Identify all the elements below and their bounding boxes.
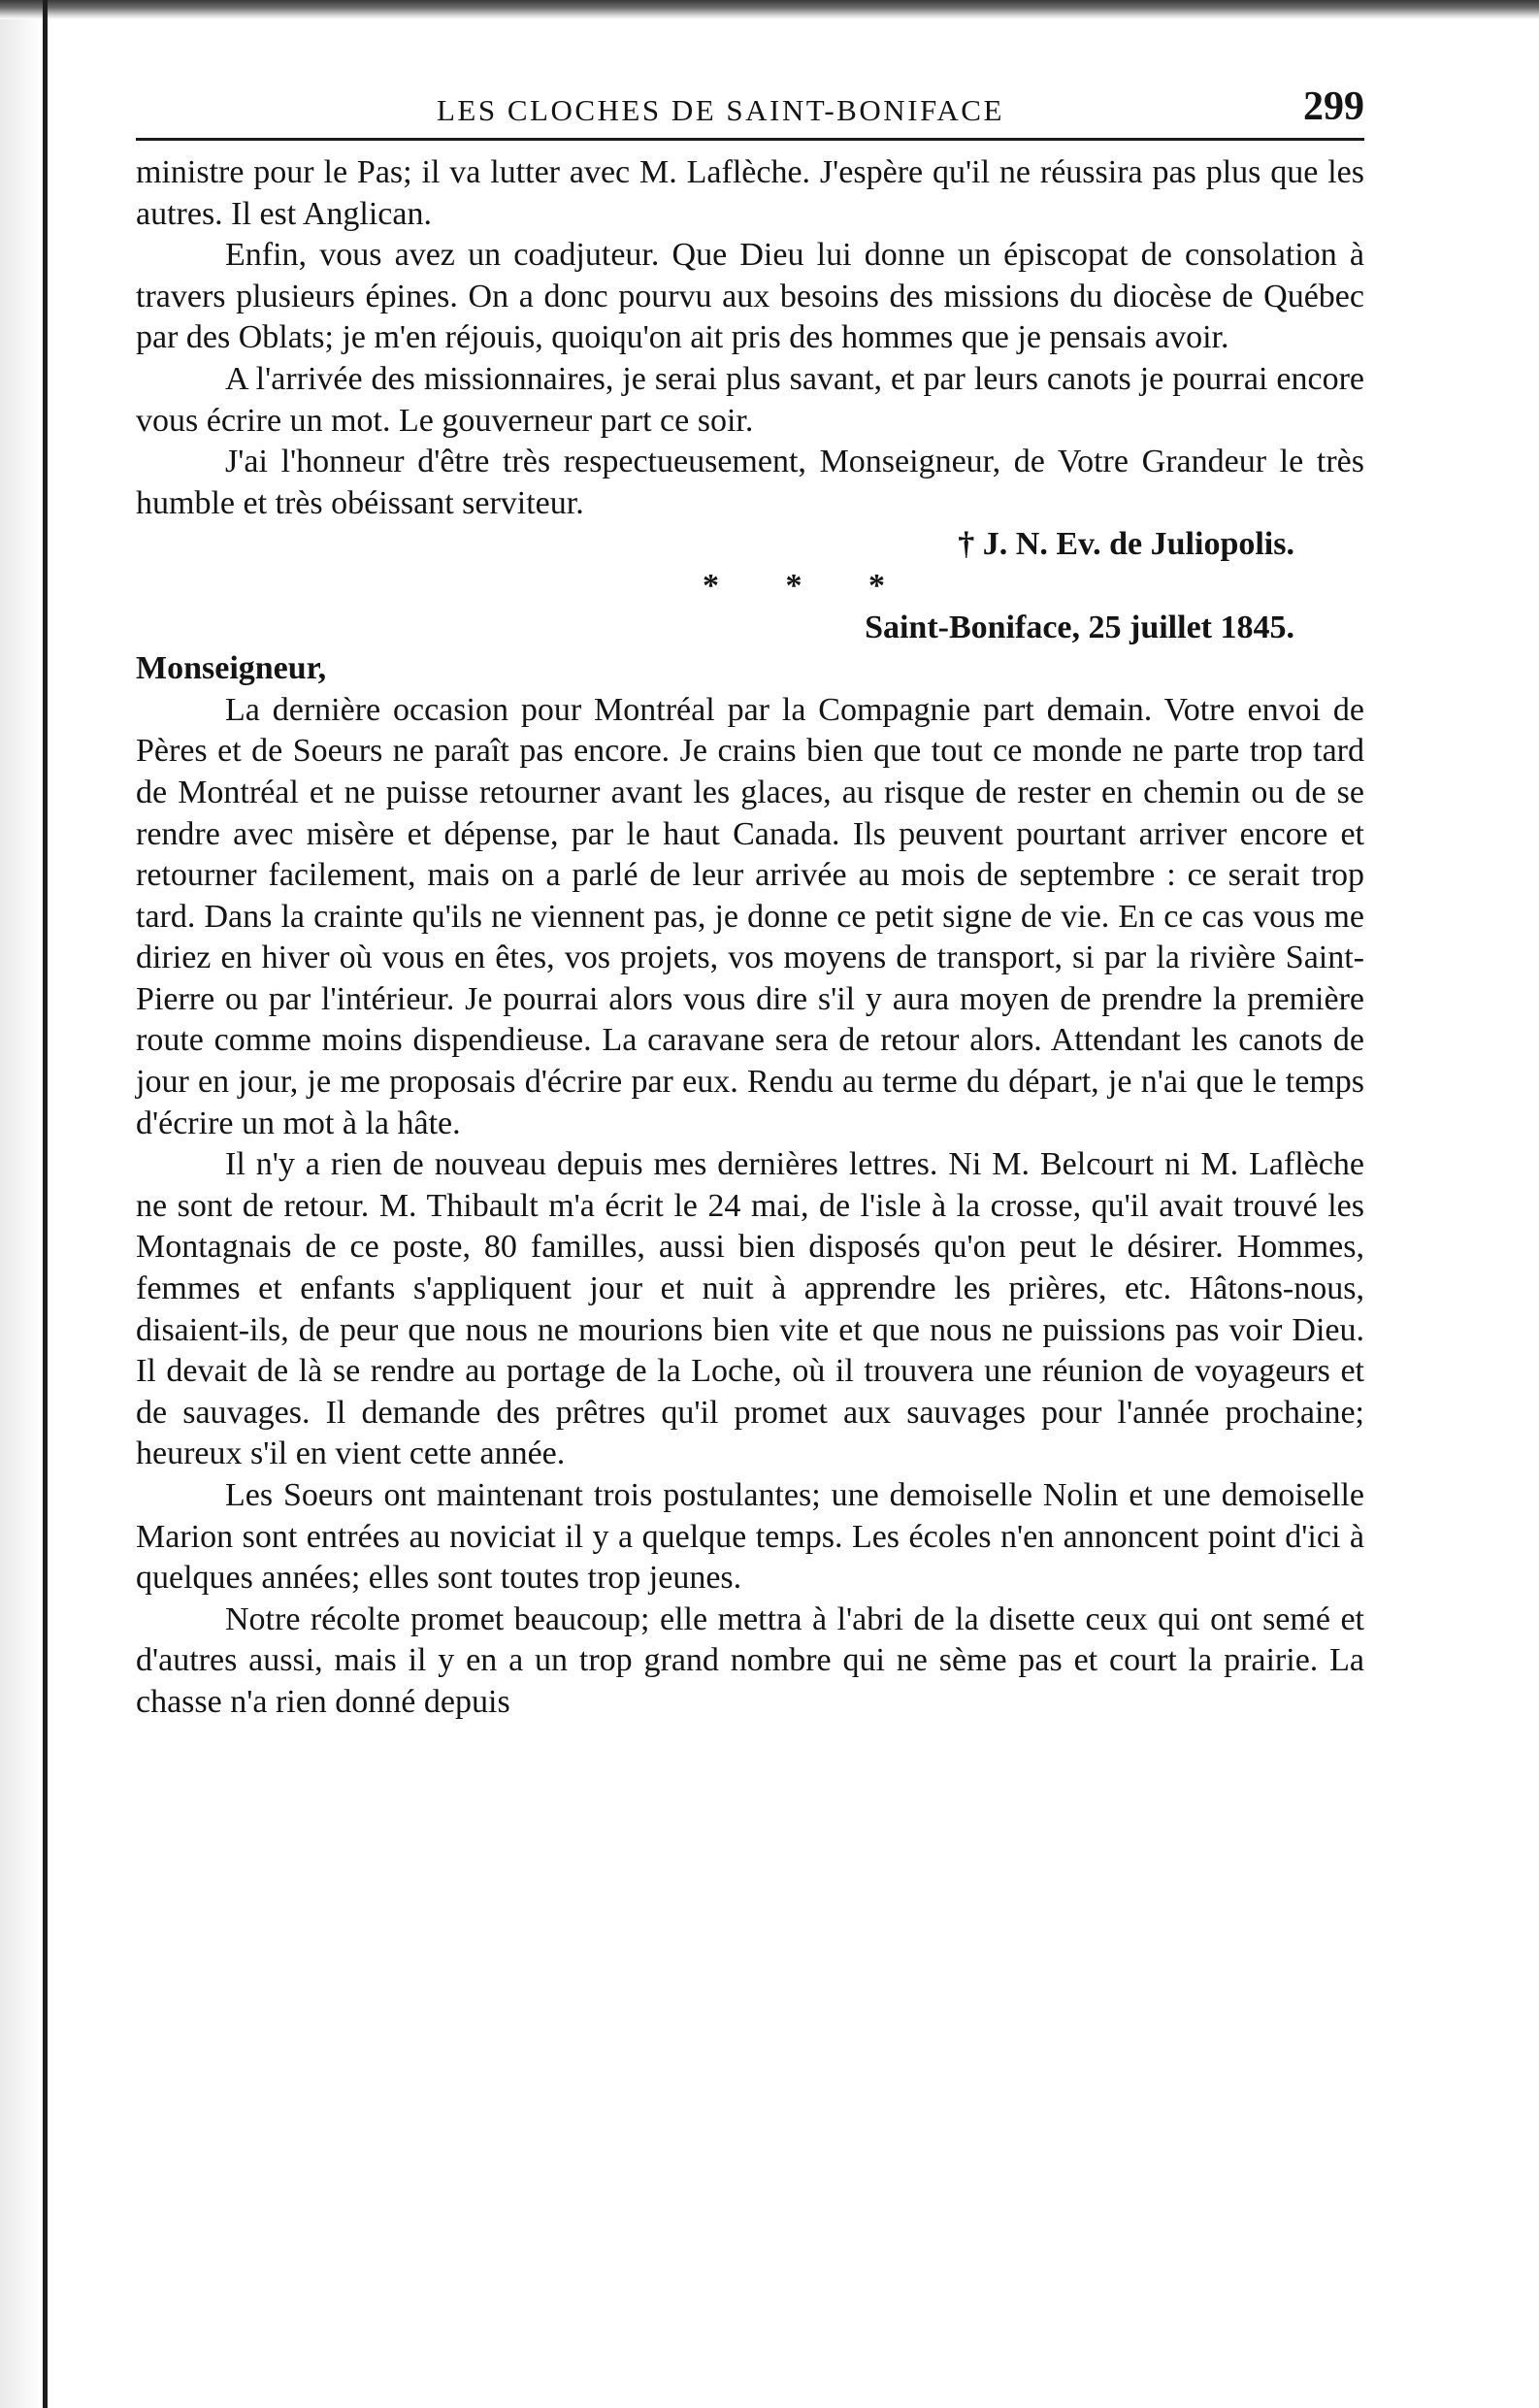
section-separator: * * * [703,567,914,604]
running-head [136,80,1364,138]
header-rule [136,138,1364,141]
book-page [136,80,1364,1724]
signature: † J. N. Ev. de Juliopolis. [958,526,1294,563]
dateline: Saint-Boniface, 25 juillet 1845. [865,609,1294,645]
paragraph: Enfin, vous avez un coadjuteur. Que Dieu lui donne un épiscopat de consolation à travers plusieurs épines. On a donc pourvu aux besoins des missions du diocèse de Québec par des Oblats; je m'en réjouis, quoiqu'on ait pris des hommes que je pensais avoir. [136,237,1364,356]
paragraph: J'ai l'honneur d'être très respectueusement, Monseigneur, de Votre Grandeur le très humble et très obéissant serviteur. [136,444,1364,521]
paragraph: Il n'y a rien de nouveau depuis mes dernières lettres. Ni M. Belcourt ni M. Laflèche ne sont de retour. M. Thibault m'a écrit le 24 mai, de l'isle à la crosse, qu'il avait trouvé les Montagnais de ce poste, 80 familles, aussi bien disposés qu'on peut le désirer. Hommes, femmes et enfants s'appliquent jour et nuit à apprendre les prières, etc. Hâtons-nous, disaient-ils, de peur que nous ne mourions bien vite et que nous ne puissions pas voir Dieu. Il devait de là se rendre au portage de la Loche, où il trouvera une réunion de voyageurs et de sauvages. Il demande des prêtres qu'il promet aux sauvages pour l'année prochaine; heureux s'il en vient cette année. [136,1146,1364,1472]
scan-top-edge [0,0,1539,19]
page-number: 299 [1303,84,1364,129]
salutation: Monseigneur, [136,650,327,687]
scan-shadow [0,0,43,2408]
paragraph: ministre pour le Pas; il va lutter avec M. Laflèche. J'espère qu'il ne réussira pas plus que les autres. Il est Anglican. [136,154,1364,232]
paragraph: Notre récolte promet beaucoup; elle mettra à l'abri de la disette ceux qui ont semé et d'autres aussi, mais il y en a un trop grand nombre qui ne sème pas et court la prairie. La chasse n'a rien donné depuis [136,1600,1364,1720]
scan-left-edge [43,0,48,2408]
paragraph: A l'arrivée des missionnaires, je serai plus savant, et par leurs canots je pourrai encore vous écrire un mot. Le gouverneur part ce soir. [136,360,1364,439]
paragraph: Les Soeurs ont maintenant trois postulantes; une demoiselle Nolin et une demoiselle Marion sont entrées au noviciat il y a quelque temps. Les écoles n'en annoncent point d'ici à quelques années; elles sont toutes trop jeunes. [136,1477,1364,1597]
running-title: LES CLOCHES DE SAINT-BONIFACE [437,93,1004,127]
page-body [136,152,1364,1724]
paragraph: La dernière occasion pour Montréal par la Compagnie part demain. Votre envoi de Pères et de Soeurs ne paraît pas encore. Je crains bien que tout ce monde ne parte trop tard de Montréal et ne puisse retourner avant les glaces, au risque de rester en chemin ou de se rendre avec misère et dépense, par le haut Canada. Ils peuvent pourtant arriver encore et retourner facilement, mais on a parlé de leur arrivée au mois de septembre : ce serait trop tard. Dans la crainte qu'ils ne viennent pas, je donne ce petit signe de vie. En ce cas vous me diriez en hiver où vous en êtes, vos projets, vos moyens de transport, si par la rivière Saint-Pierre ou par l'intérieur. Je pourrai alors vous dire s'il y aura moyen de prendre la première route comme moins dispendieuse. La caravane sera de retour alors. Attendant les canots de jour en jour, je me proposais d'écrire par eux. Rendu au terme du départ, je n'ai que le temps d'écrire un mot à la hâte. [136,691,1364,1141]
